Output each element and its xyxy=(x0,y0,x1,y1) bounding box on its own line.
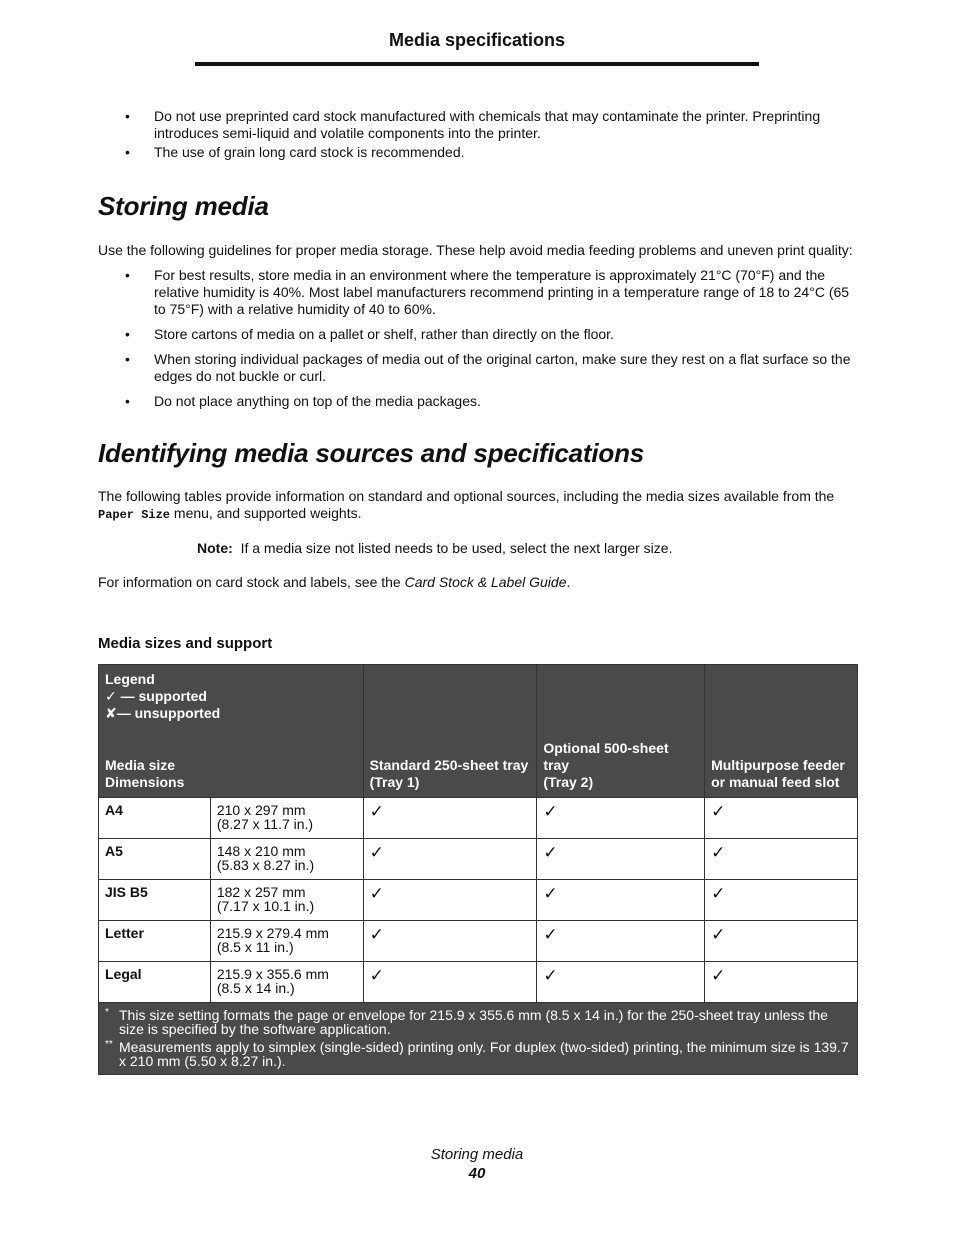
footer-section-name: Storing media xyxy=(430,1146,524,1163)
tray2-support: ✓ xyxy=(537,798,705,839)
table-footnotes-row xyxy=(99,1003,858,1075)
table-row xyxy=(99,962,858,1003)
storing-section xyxy=(98,191,858,410)
tray1-support: ✓ xyxy=(363,880,537,921)
storing-intro: Use the following guidelines for proper media storage. These help avoid media feeding problems and uneven print quality: xyxy=(98,242,853,258)
table-footnotes xyxy=(99,1003,858,1075)
reference-after: . xyxy=(566,574,571,590)
table-header-row xyxy=(99,665,858,798)
col-tray2-line1: Optional 500-sheet tray xyxy=(543,740,669,773)
col-mp-line1: Multipurpose feeder xyxy=(711,757,845,773)
dim-metric: 215.9 x 279.4 mm xyxy=(216,925,329,941)
dim-metric: 182 x 257 mm xyxy=(216,884,306,900)
page-header-title: Media specifications xyxy=(388,30,566,50)
footnote-mark: ** xyxy=(105,1039,113,1050)
table-heading: Media sizes and support xyxy=(98,635,273,652)
tray2-support: ✓ xyxy=(537,839,705,880)
col-media-size: Media size xyxy=(105,757,176,773)
table-row xyxy=(99,798,858,839)
footnote xyxy=(105,1040,851,1068)
media-dimensions xyxy=(210,921,363,962)
legend-title: Legend xyxy=(105,671,155,687)
identifying-intro-before: The following tables provide information on standard and optional sources, including the media sizes available from the xyxy=(98,488,835,504)
note-label: Note: xyxy=(197,540,233,556)
note-text: If a media size not listed needs to be used, select the next larger size. xyxy=(240,540,673,556)
note xyxy=(98,540,858,557)
tray2-support: ✓ xyxy=(537,880,705,921)
tray1-support: ✓ xyxy=(363,962,537,1003)
dim-imperial: (7.17 x 10.1 in.) xyxy=(216,898,315,914)
col-dimensions: Dimensions xyxy=(105,774,185,790)
dim-imperial: (8.27 x 11.7 in.) xyxy=(216,816,314,832)
table-row xyxy=(99,839,858,880)
col-tray2-line2: (Tray 2) xyxy=(543,774,594,790)
media-name: A5 xyxy=(99,839,211,880)
storing-bullet: • Do not place anything on top of the media packages. xyxy=(98,393,858,410)
header-rule xyxy=(195,62,759,66)
media-name: Legal xyxy=(99,962,211,1003)
dim-imperial: (8.5 x 14 in.) xyxy=(216,980,295,996)
media-name: JIS B5 xyxy=(99,880,211,921)
tray2-support: ✓ xyxy=(537,921,705,962)
dim-imperial: (5.83 x 8.27 in.) xyxy=(216,857,315,873)
reference-before: For information on card stock and labels, see the xyxy=(98,574,401,590)
media-dimensions xyxy=(210,880,363,921)
col-multipurpose xyxy=(705,665,858,798)
dim-metric: 210 x 297 mm xyxy=(216,802,306,818)
mp-support: ✓ xyxy=(705,880,858,921)
table-row xyxy=(99,921,858,962)
col-tray1-line1: Standard 250-sheet tray xyxy=(369,757,529,773)
footnote xyxy=(105,1008,851,1036)
media-dimensions xyxy=(210,962,363,1003)
intro-bullet: • The use of grain long card stock is recommended. xyxy=(98,144,858,161)
col-tray1-line2: (Tray 1) xyxy=(369,774,420,790)
reference-guide-title: Card Stock & Label Guide xyxy=(404,574,567,590)
mp-support: ✓ xyxy=(705,962,858,1003)
legend-header-cell xyxy=(99,665,364,798)
legend-supported: ✓ — supported xyxy=(105,688,207,704)
footnote-text: This size setting formats the page or envelope for 215.9 x 355.6 mm (8.5 x 14 in.) for the 250-sheet tray unless the size is specified by the software application. xyxy=(119,1007,828,1037)
identifying-intro-after: menu, and supported weights. xyxy=(173,505,362,521)
media-dimensions xyxy=(210,798,363,839)
dim-metric: 148 x 210 mm xyxy=(216,843,306,859)
media-name: Letter xyxy=(99,921,211,962)
mp-support: ✓ xyxy=(705,798,858,839)
paper-size-menu-name: Paper Size xyxy=(98,508,171,522)
storing-bullet: • When storing individual packages of media out of the original carton, make sure they rest on a flat surface so the edges do not buckle or curl. xyxy=(98,351,858,385)
media-sizes-table xyxy=(98,664,858,1075)
storing-bullet: • For best results, store media in an environment where the temperature is approximately 21°C (70°F) and the relative humidity is 40%. Most label manufacturers recommend printing in a temperature range of 18 to 24°C (65 to 75°F) with a relative humidity of 40 to 60%. xyxy=(98,267,858,318)
footnote-text: Measurements apply to simplex (single-sided) printing only. For duplex (two-sided) printing, the minimum size is 139.7 x 210 mm (5.50 x 8.27 in.). xyxy=(119,1039,849,1069)
legend-unsupported: ✘— unsupported xyxy=(105,705,221,721)
identifying-heading: Identifying media sources and specifications xyxy=(98,438,645,468)
identifying-section xyxy=(98,438,858,591)
tray1-support: ✓ xyxy=(363,921,537,962)
col-mp-line2: or manual feed slot xyxy=(711,774,840,790)
footnote-mark: * xyxy=(105,1007,109,1018)
tray1-support: ✓ xyxy=(363,798,537,839)
table-row xyxy=(99,880,858,921)
dim-imperial: (8.5 x 11 in.) xyxy=(216,939,294,955)
intro-bullets xyxy=(98,108,858,161)
tray2-support: ✓ xyxy=(537,962,705,1003)
col-tray2 xyxy=(537,665,705,798)
tray1-support: ✓ xyxy=(363,839,537,880)
media-dimensions xyxy=(210,839,363,880)
intro-bullet: • Do not use preprinted card stock manufactured with chemicals that may contaminate the printer. Preprinting introduces semi-liquid and volatile components into the printer. xyxy=(98,108,858,142)
dim-metric: 215.9 x 355.6 mm xyxy=(216,966,329,982)
media-name: A4 xyxy=(99,798,211,839)
storing-bullet: • Store cartons of media on a pallet or shelf, rather than directly on the floor. xyxy=(98,326,858,343)
identifying-intro xyxy=(98,488,858,524)
storing-heading: Storing media xyxy=(98,191,269,221)
mp-support: ✓ xyxy=(705,921,858,962)
col-tray1 xyxy=(363,665,537,798)
footer-page-number: 40 xyxy=(468,1165,486,1182)
mp-support: ✓ xyxy=(705,839,858,880)
reference-line xyxy=(98,574,858,591)
